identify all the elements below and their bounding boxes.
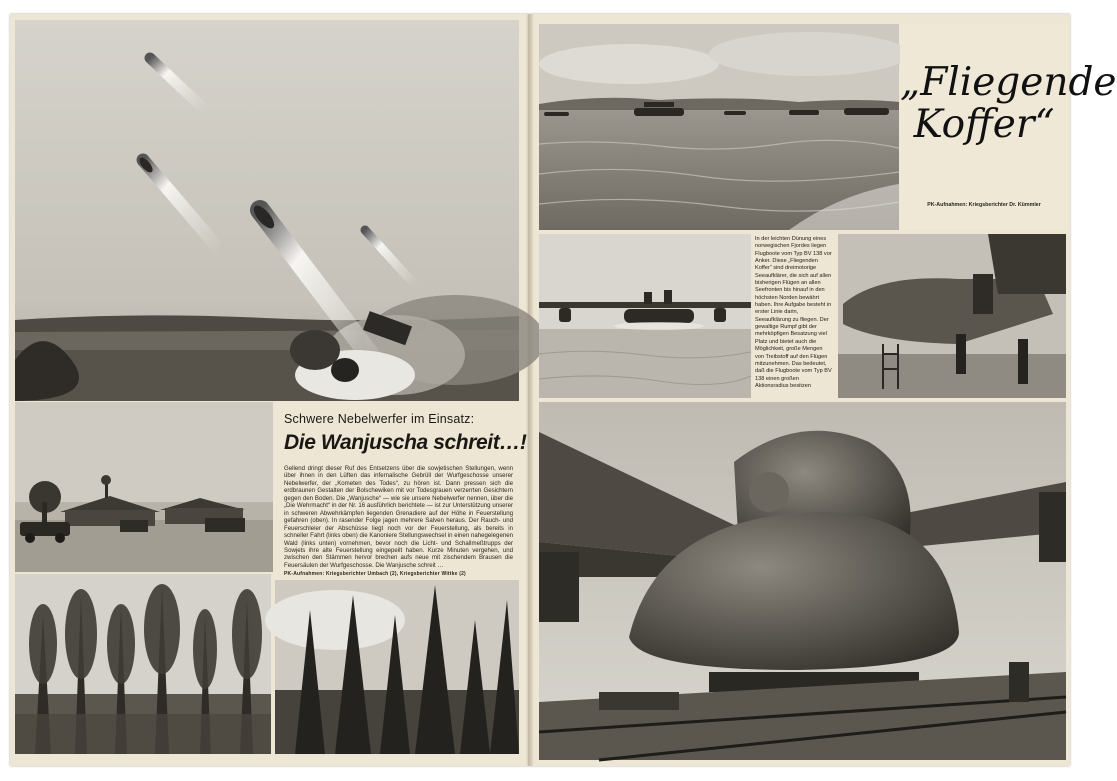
caption-column	[752, 234, 834, 398]
article-headline: Die Wanjuscha schreit…!	[284, 431, 527, 454]
article-kicker: Schwere Nebelwerfer im Einsatz:	[284, 412, 475, 426]
right-photo-credit: PK-Aufnahmen: Kriegsberichter Dr. Kümmler	[927, 202, 1041, 208]
birch-forest-photo	[15, 574, 271, 754]
pine-forest-photo	[275, 580, 519, 754]
catapult-aircraft-photo	[539, 402, 1066, 760]
vehicles-village-photo	[15, 402, 273, 572]
article-body: Gellend dringt dieser Ruf des Entsetzens über die sowjetischen Stellungen, wenn über ihnen in den Lüften das infernalische Gebrüll der Wurfgeschosse unserer Nebelwerfer, der „Kometen des Todes“, zu hören ist. Dann pressen sich die erdbraunen Gestalten der Bolschewiken mit vor Todesgrauen verzerrten Gesichtern gegen den Boden. Die „Wanjusche“ — wie sie unsere Nebelwerfer nennen, über die „Die Wehrmacht“ in der Nr. 16 ausführlich berichtete — ist zur Unterstützung unserer in schweren Abwehrkämpfen liegenden Grenadiere auf der Höhe in Feuerstellung gefahren (oben). In rasender Folge jagen mehrere Salven heraus. Der Rauch- und Feuerschleier der Abschüsse liegt noch vor der Feuerstellung, als bereits in schneller Fahrt (links oben) die Kanoniere Stellungswechsel in einen nahegelegenen Wald (links unten) vornehmen, bevor noch die Licht- und Schallmeßtrupps der Sowjets ihre alte Feuerstellung eingepeilt haben. Kurze Minuten vergehen, und zwischen den Stämmen hervor brechen aufs neue mit zischendem Brausen die Feuersäulen der Wurfgeschosse. Die Wanjusche schreit …	[284, 465, 513, 569]
rocket-launch-photo	[15, 20, 519, 401]
bv138-caption: In der leichten Dünung eines norwegischen Fjordes liegen Flugboote vom Typ BV 138 vor Anker. Diese „Fliegenden Koffer“ sind dreimotorige Seeaufklärer, die sich auf allen bisherigen Flügen an allen Seefronten bis hinauf in den höchsten Norden bewährt haben. Ihre Aufgabe besteht in erster Linie darin, Seeaufklärung zu fliegen. Der gewaltige Rumpf gibt der mehrköpfigen Besatzung viel Platz und bietet auch die Möglichkeit, große Mengen von Treibstoff auf den Flügen mitzunehmen. Das bedeutet, daß die Flugboote vom Typ BV 138 einen großen Aktionsradius besitzen	[755, 236, 832, 389]
bv138-on-water-photo	[539, 234, 751, 398]
article-photo-credit: PK-Aufnahmen: Kriegsberichter Umbach (2), Kriegsberichter Wittke (2)	[284, 571, 466, 577]
title-block	[900, 24, 1117, 230]
article-text-block	[274, 402, 527, 578]
aircraft-maintenance-photo	[838, 234, 1066, 398]
spread-title: „Fliegende Koffer“	[900, 60, 1117, 147]
magazine-spine	[526, 14, 534, 766]
flying-boats-fjord-photo	[539, 24, 899, 230]
